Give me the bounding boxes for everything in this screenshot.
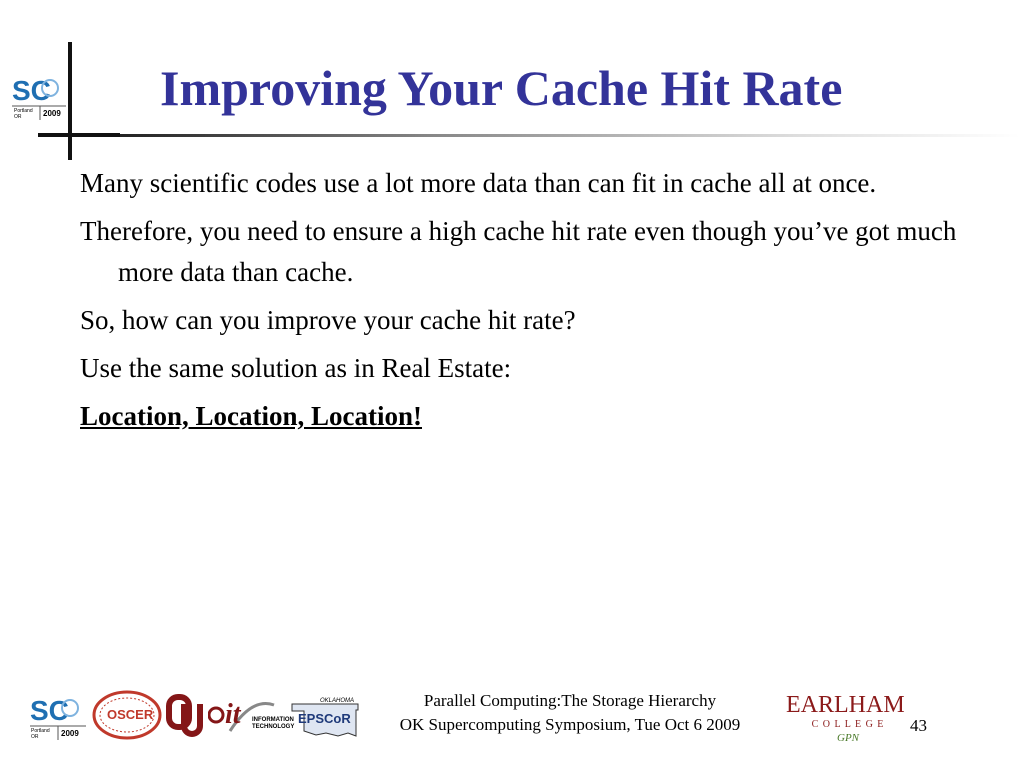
it-line2: TECHNOLOGY xyxy=(252,724,295,730)
earlham-college: C O L L E G E xyxy=(811,719,885,730)
sc-header-city: Portland OR xyxy=(14,108,33,120)
slide-title: Improving Your Cache Hit Rate xyxy=(160,60,843,116)
page-number: 43 xyxy=(910,716,927,735)
epscor-top: OKLAHOMA xyxy=(320,698,355,704)
ou-label xyxy=(166,694,167,695)
sc-footer-city: Portland OR xyxy=(31,728,50,740)
oscer-logo xyxy=(92,690,162,740)
oscer-label: OSCER xyxy=(107,707,154,722)
sc-header-logo xyxy=(10,68,68,122)
body-paragraph: Therefore, you need to ensure a high cache hit rate even though you’ve got much more data than cache. xyxy=(80,216,957,287)
it-logo xyxy=(208,693,296,743)
svg-text:SC: SC xyxy=(12,75,51,106)
it-line1: INFORMATION xyxy=(252,717,294,723)
svg-text:SC: SC xyxy=(30,695,69,726)
body-paragraph: So, how can you improve your cache hit rate? xyxy=(80,305,576,335)
footer-text xyxy=(360,689,780,737)
footer-line-1: Parallel Computing:The Storage Hierarchy xyxy=(423,691,717,710)
footer-line-2: OK Supercomputing Symposium, Tue Oct 6 2009 xyxy=(399,715,741,734)
header-fade-rule xyxy=(120,134,1020,137)
sc-footer-year: 2009 xyxy=(61,729,79,738)
body-paragraph: Use the same solution as in Real Estate: xyxy=(80,353,512,383)
gpn-label: GPN xyxy=(837,732,859,744)
sc-header-year: 2009 xyxy=(43,109,61,118)
earlham-name: EARLHAM xyxy=(786,692,905,718)
it-mark: it xyxy=(225,699,241,730)
ou-logo xyxy=(166,694,206,742)
sc-footer-logo xyxy=(28,690,88,742)
body-paragraph: Many scientific codes use a lot more data than can fit in cache all at once. xyxy=(80,168,877,198)
emphasis-paragraph: Location, Location, Location! xyxy=(80,401,422,431)
header-vertical-rule xyxy=(68,42,72,160)
slide-body xyxy=(80,163,960,444)
header-horizontal-rule xyxy=(38,133,120,137)
earlham-logo xyxy=(786,692,910,748)
epscor-main: EPSCoR xyxy=(298,711,351,726)
ou-interlock-icon xyxy=(166,694,206,742)
epscor-logo xyxy=(290,698,362,742)
